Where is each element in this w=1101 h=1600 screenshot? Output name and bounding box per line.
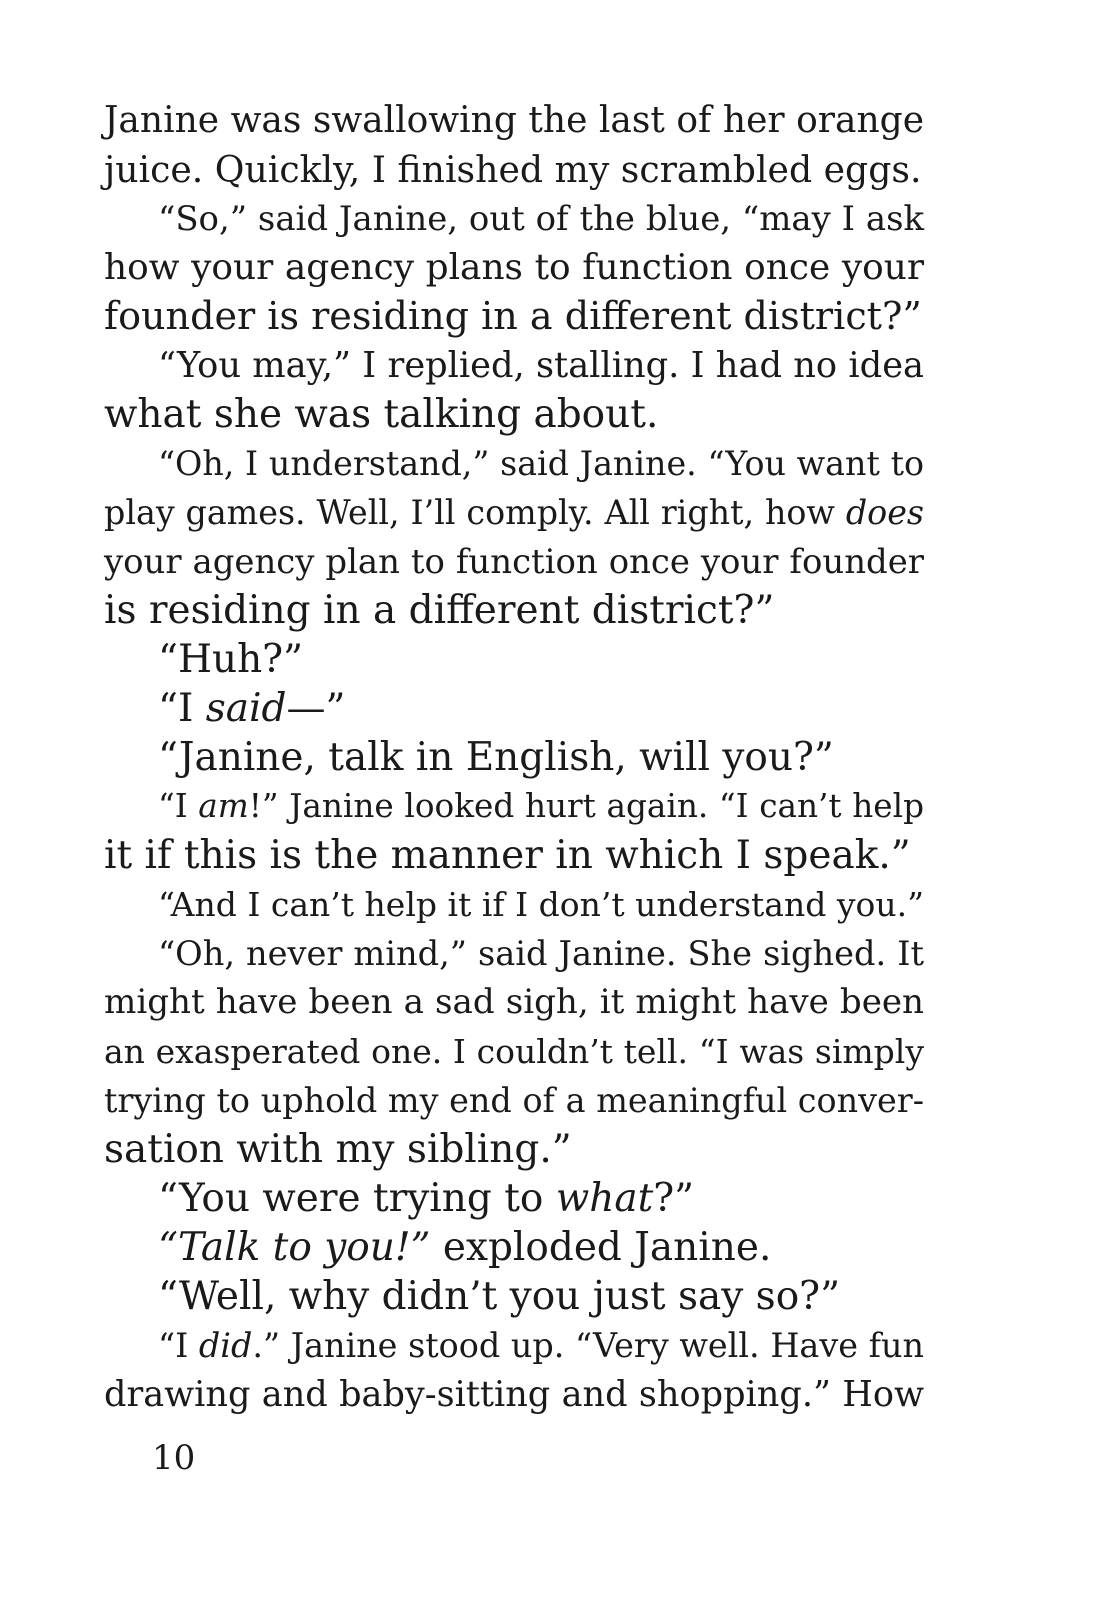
text-line: is residing in a different district?” bbox=[104, 588, 775, 633]
text-line: “You were trying to what?” bbox=[158, 1176, 695, 1221]
text-line: might have been a sad sigh, it might have been bbox=[104, 982, 924, 1022]
text-line: “Oh, I understand,” said Janine. “You want to bbox=[158, 444, 924, 483]
text-line: what she was talking about. bbox=[104, 392, 659, 437]
text-line: “Talk to you!” exploded Janine. bbox=[158, 1225, 772, 1270]
text-line: juice. Quickly, I finished my scrambled eggs. bbox=[104, 148, 922, 191]
body-text bbox=[104, 96, 924, 1419]
text-line: your agency plan to function once your founder bbox=[104, 542, 924, 581]
text-line: drawing and baby-sitting and shopping.” How bbox=[104, 1374, 924, 1415]
page-number: 10 bbox=[152, 1438, 196, 1478]
text-line: “Huh?” bbox=[158, 637, 304, 682]
text-line: “Oh, never mind,” said Janine. She sighed. It bbox=[158, 934, 924, 973]
text-line: “I said—” bbox=[158, 686, 346, 731]
text-line: an exasperated one. I couldn’t tell. “I was simply bbox=[104, 1032, 924, 1071]
text-line: “And I can’t help it if I don’t understand you.” bbox=[158, 885, 924, 924]
text-line: “You may,” I replied, stalling. I had no idea bbox=[158, 345, 924, 386]
text-line: “Janine, talk in English, will you?” bbox=[158, 735, 834, 780]
text-line: trying to uphold my end of a meaningful conver- bbox=[104, 1081, 924, 1120]
text-line: “Well, why didn’t you just say so?” bbox=[158, 1274, 841, 1319]
text-line: “So,” said Janine, out of the blue, “may I ask bbox=[158, 199, 924, 238]
text-line: it if this is the manner in which I speak.” bbox=[104, 833, 911, 878]
text-line: founder is residing in a different district?” bbox=[104, 294, 922, 338]
text-line: “I did.” Janine stood up. “Very well. Have fun bbox=[158, 1326, 924, 1365]
text-line: how your agency plans to function once your bbox=[104, 247, 924, 288]
text-line: sation with my sibling.” bbox=[104, 1127, 572, 1172]
text-line: “I am!” Janine looked hurt again. “I can’t help bbox=[158, 787, 924, 825]
text-line: Janine was swallowing the last of her orange bbox=[104, 100, 924, 141]
text-line: play games. Well, I’ll comply. All right, how does bbox=[104, 493, 924, 532]
